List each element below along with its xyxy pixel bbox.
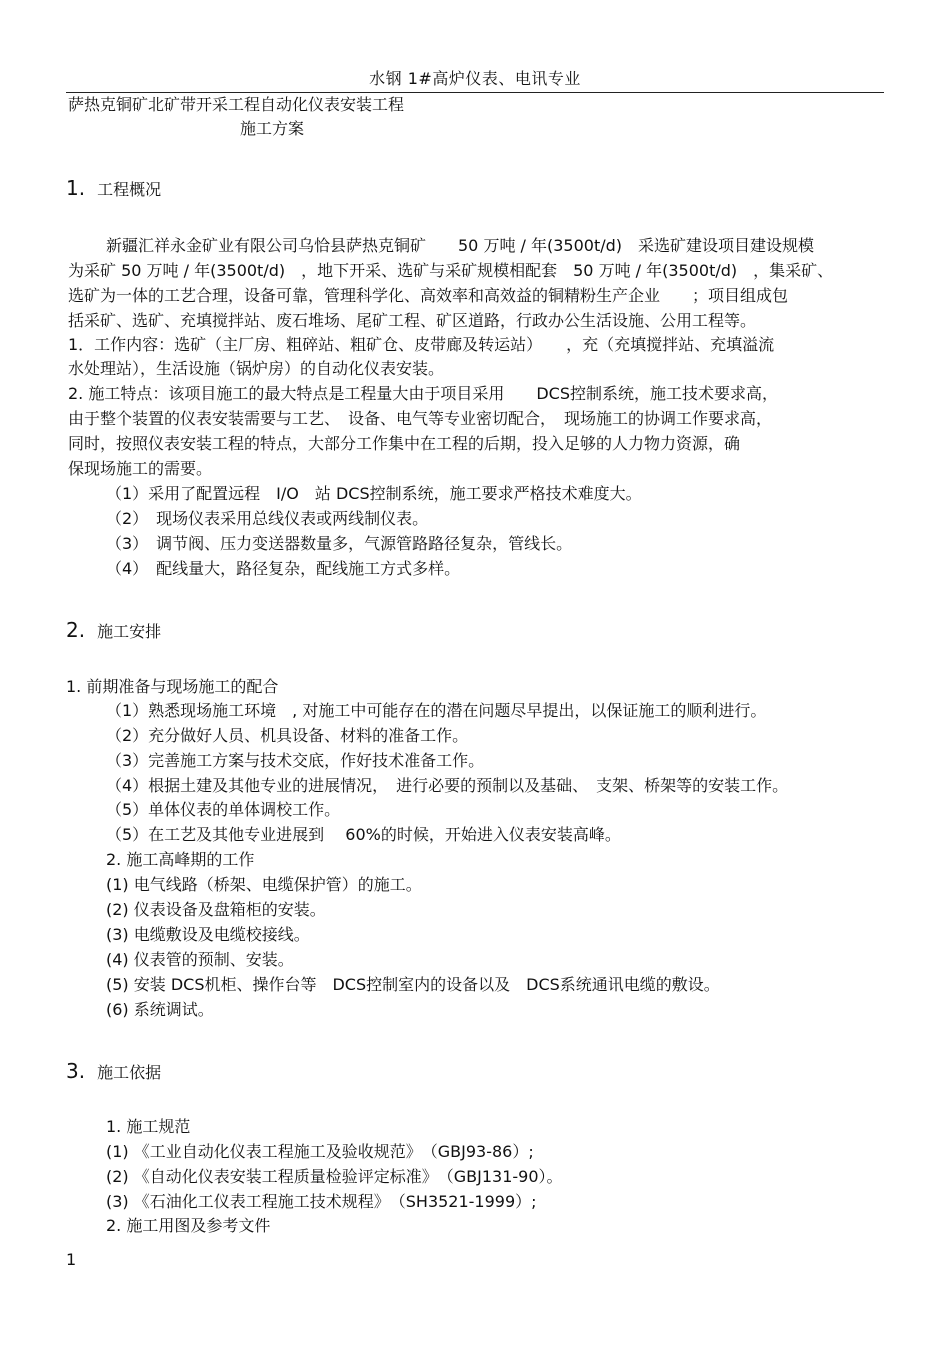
subsection-title: 2. 施工高峰期的工作 <box>106 850 255 869</box>
list-item: （2）充分做好人员、机具设备、材料的准备工作。 <box>106 726 469 745</box>
list-item: (2) 《自动化仪表安装工程质量检验评定标准》 （GBJ131-90）。 <box>106 1167 563 1186</box>
section-3-number: 3. <box>66 1059 86 1083</box>
subsection-title: 1. 施工规范 <box>106 1117 191 1136</box>
list-item: (6) 系统调试。 <box>106 1000 214 1019</box>
section-1-title: 工程概况 <box>97 180 162 199</box>
running-header: 水钢 1#高炉仪表、电讯专业 <box>369 69 581 88</box>
subsection-title: 1. 前期准备与现场施工的配合 <box>66 677 279 696</box>
list-item: （3） 调节阀、压力变送器数量多，气源管路路径复杂，管线长。 <box>106 534 573 553</box>
section-1-heading <box>66 176 161 202</box>
list-item: （4）根据土建及其他专业的进展情况， 进行必要的预制以及基础、 支架、桥架等的安装工作。 <box>106 776 789 795</box>
list-item: (3) 电缆敷设及电缆校接线。 <box>106 925 310 944</box>
intro-line: 为采矿 50 万吨 / 年(3500t/d) ，地下开采、选矿与采矿规模相配套 50 万吨 / 年(3500t/d) ，集采矿、 <box>68 261 834 280</box>
list-item: （2） 现场仪表采用总线仪表或两线制仪表。 <box>106 509 429 528</box>
list-item: (1) 《工业自动化仪表工程施工及验收规范》 （GBJ93-86）; <box>106 1142 534 1161</box>
header-rule <box>66 92 884 93</box>
intro-line: 新疆汇祥永金矿业有限公司乌恰县萨热克铜矿 50 万吨 / 年(3500t/d) 采选矿建设项目建设规模 <box>106 236 815 255</box>
list-item: （1）熟悉现场施工环境 , 对施工中可能存在的潜在问题尽早提出，以保证施工的顺利进行。 <box>106 701 767 720</box>
section-2-number: 2. <box>66 618 86 642</box>
list-item: (4) 仪表管的预制、安装。 <box>106 950 294 969</box>
section-3-title: 施工依据 <box>97 1063 162 1082</box>
list-item: (5) 安装 DCS机柜、操作台等 DCS控制室内的设备以及 DCS系统通讯电缆的敷设。 <box>106 975 720 994</box>
features-line: 由于整个装置的仪表安装需要与工艺、 设备、电气等专业密切配合， 现场施工的协调工作要求高， <box>68 409 773 428</box>
section-2-heading <box>66 618 161 644</box>
list-item: （4） 配线量大，路径复杂，配线施工方式多样。 <box>106 559 461 578</box>
document-title: 萨热克铜矿北矿带开采工程自动化仪表安装工程 <box>68 95 405 114</box>
section-3-heading <box>66 1059 161 1085</box>
document-subtitle: 施工方案 <box>240 119 305 138</box>
section-1-number: 1. <box>66 176 86 200</box>
list-item: （5）在工艺及其他专业进展到 60%的时候，开始进入仪表安装高峰。 <box>106 825 621 844</box>
list-item: （1）采用了配置远程 I/O 站 DCS控制系统，施工要求严格技术难度大。 <box>106 484 642 503</box>
intro-line: 括采矿、选矿、充填搅拌站、废石堆场、尾矿工程、矿区道路，行政办公生活设施、公用工程等。 <box>68 311 757 330</box>
list-item: (3) 《石油化工仪表工程施工技术规程》 （SH3521-1999）; <box>106 1192 537 1211</box>
page-number: 1 <box>66 1250 77 1269</box>
work-content-line: 水处理站），生活设施（锅炉房）的自动化仪表安装。 <box>68 359 445 378</box>
list-item: （5）单体仪表的单体调校工作。 <box>106 800 341 819</box>
features-line: 同时，按照仪表安装工程的特点，大部分工作集中在工程的后期，投入足够的人力物力资源，确 <box>68 434 741 453</box>
features-line: 保现场施工的需要。 <box>68 459 213 478</box>
subsection-title: 2. 施工用图及参考文件 <box>106 1216 271 1235</box>
intro-line: 选矿为一体的工艺合理，设备可靠，管理科学化、高效率和高效益的铜精粉生产企业 ；项目组成包 <box>68 286 789 305</box>
features-line: 2. 施工特点：该项目施工的最大特点是工程量大由于项目采用 DCS控制系统，施工技术要求高， <box>68 384 779 403</box>
list-item: (2) 仪表设备及盘箱柜的安装。 <box>106 900 326 919</box>
list-item: (1) 电气线路（桥架、电缆保护管）的施工。 <box>106 875 422 894</box>
list-item: （3）完善施工方案与技术交底，作好技术准备工作。 <box>106 751 485 770</box>
work-content-line: 1．工作内容：选矿（主厂房、粗碎站、粗矿仓、皮带廊及转运站） ，充（充填搅拌站、充填溢流 <box>68 335 775 354</box>
section-2-title: 施工安排 <box>97 622 162 641</box>
